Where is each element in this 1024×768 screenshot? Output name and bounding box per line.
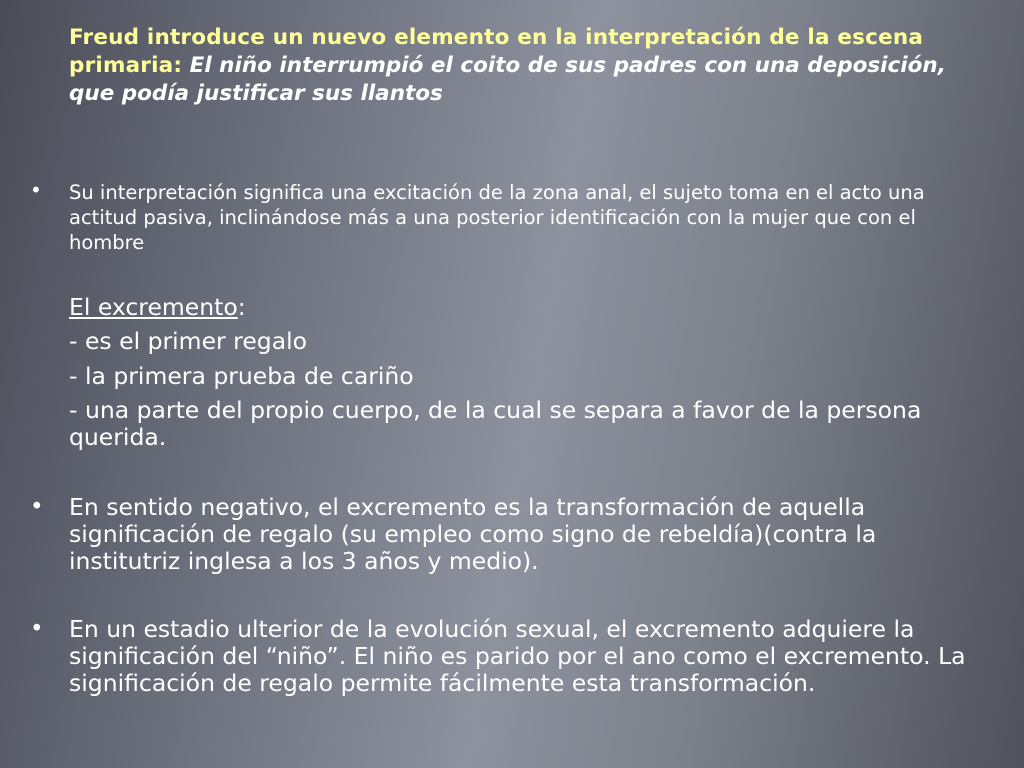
title-lead: Freud introduce un nuevo elemento en la interpretación de la escena primaria: (69, 25, 924, 78)
bullet-2: • (30, 494, 44, 520)
excrement-item-2: - la primera prueba de cariño (69, 362, 414, 390)
slide-title (69, 24, 949, 108)
excrement-heading (69, 290, 246, 324)
excrement-heading-colon: : (237, 293, 246, 321)
paragraph-3: En un estadio ulterior de la evolución sexual, el excremento adquiere la significación del “niño”. El niño es parido por el ano como el excremento. La significación de regalo permite fácilmente esta transformación. (69, 615, 966, 697)
paragraph-1: Su interpretación significa una excitación de la zona anal, el sujeto toma en el acto una actitud pasiva, inclinándose más a una posterior identificación con la mujer que con el hombre (69, 181, 925, 254)
bullet-1: • (30, 178, 42, 202)
paragraph-2: En sentido negativo, el excremento es la transformación de aquella significación de regalo (su empleo como signo de rebeldía)(contra la institutriz inglesa a los 3 años y medio). (69, 493, 877, 575)
bullet-3: • (30, 616, 44, 642)
title-emphasis: El niño interrumpió el coito de sus padres con una deposición, que podía justificar sus llantos (69, 53, 946, 106)
excrement-item-1: - es el primer regalo (69, 327, 307, 355)
excrement-item-3: - una parte del propio cuerpo, de la cual se separa a favor de la persona querida. (69, 396, 922, 451)
excrement-heading-text: El excremento (69, 293, 238, 321)
